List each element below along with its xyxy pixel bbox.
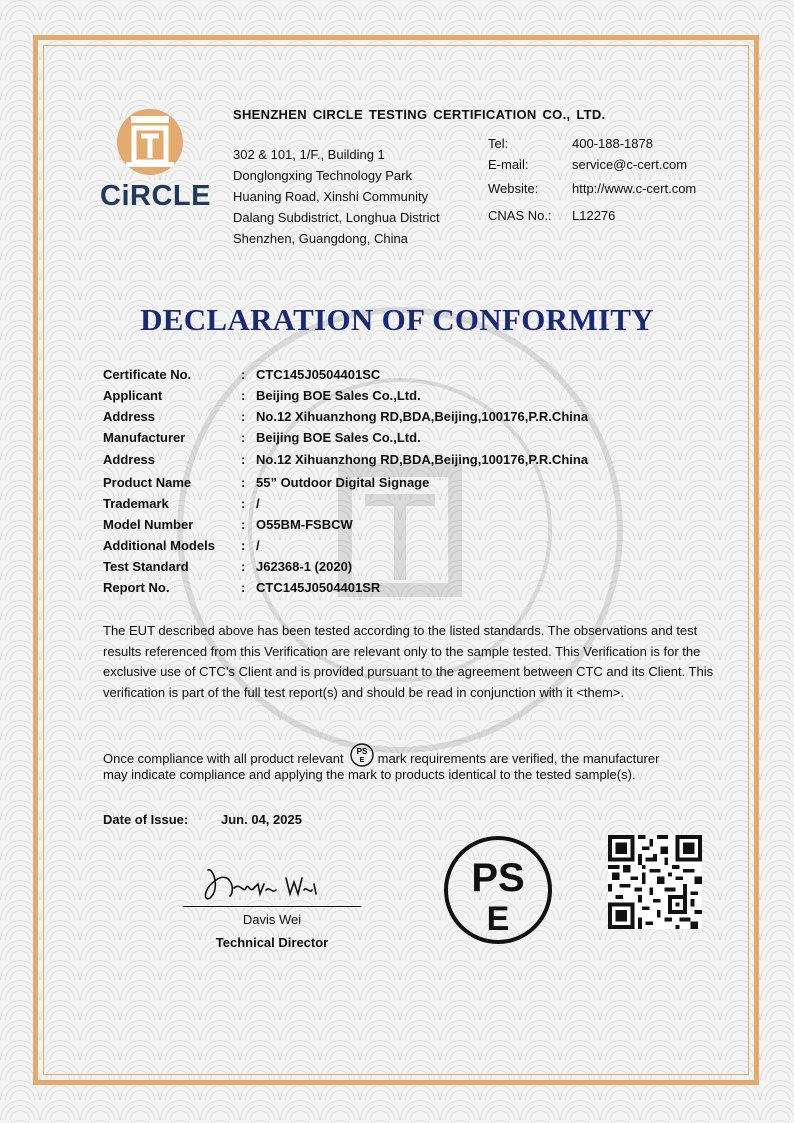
field-value: O55BM-FSBCW <box>256 517 353 532</box>
field-colon: : <box>241 409 246 424</box>
svg-text:E: E <box>359 757 364 764</box>
brand-wordmark: CiRCLE <box>100 180 211 212</box>
compliance-line-2: may indicate compliance and applying the mark to products identical to the tested sample(s). <box>103 767 636 782</box>
field-label: Address <box>103 452 156 467</box>
company-name: SHENZHEN CIRCLE TESTING CERTIFICATION CO., LTD. <box>233 107 606 122</box>
pse-mark-large-icon <box>443 835 553 945</box>
field-label: Address <box>103 409 156 424</box>
contact-email-value: service@c-cert.com <box>572 157 688 172</box>
field-colon: : <box>241 559 246 574</box>
contact-website-value: http://www.c-cert.com <box>572 181 697 196</box>
field-value: CTC145J0504401SC <box>256 367 381 382</box>
field-colon: : <box>241 496 246 511</box>
circle-logo-icon <box>116 106 184 178</box>
contact-tel-value: 400-188-1878 <box>572 136 653 151</box>
pse-mark-bottom-text: E <box>486 900 510 938</box>
svg-text:PS: PS <box>356 747 367 756</box>
field-colon: : <box>241 452 246 467</box>
contact-website-label: Website: <box>488 181 539 196</box>
field-value: CTC145J0504401SR <box>256 580 381 595</box>
field-label: Trademark <box>103 496 169 511</box>
address-line: Dalang Subdistrict, Longhua District <box>233 210 440 225</box>
field-label: Certificate No. <box>103 367 192 382</box>
signatory-title: Technical Director <box>215 935 329 950</box>
field-colon: : <box>241 538 246 553</box>
field-label: Test Standard <box>103 559 189 574</box>
compliance-line-1 <box>103 743 727 767</box>
field-label: Model Number <box>103 517 194 532</box>
field-value: Beijing BOE Sales Co.,Ltd. <box>256 388 421 403</box>
verification-paragraph: The EUT described above has been tested according to the listed standards. The observations and test results referenced from this Verification are relevant only to the sample tested. This Verification is for the exclusive use of CTC’s Client and is provided pursuant to the agreement between CTC and its Client. This verification is part of the full test report(s) and should be read in conjunction with it <them>. <box>103 623 714 700</box>
pse-mark-top-text: PS <box>471 856 525 900</box>
handwritten-signature <box>200 860 320 905</box>
qr-code[interactable] <box>608 835 702 929</box>
field-colon: : <box>241 430 246 445</box>
address-line: Shenzhen, Guangdong, China <box>233 231 408 246</box>
field-value: J62368-1 (2020) <box>256 559 353 574</box>
field-label: Applicant <box>103 388 163 403</box>
contact-cnas-label: CNAS No.: <box>488 208 552 223</box>
address-line: 302 & 101, 1/F., Building 1 <box>233 147 385 162</box>
field-label: Product Name <box>103 475 192 490</box>
signatory-name: Davis Wei <box>242 912 302 927</box>
field-value: No.12 Xihuanzhong RD,BDA,Beijing,100176,P.R.China <box>256 409 589 424</box>
compliance-text-after: mark requirements are verified, the manufacturer <box>377 751 660 766</box>
document-title: DECLARATION OF CONFORMITY <box>140 302 654 337</box>
issue-date-label: Date of Issue: <box>103 812 189 827</box>
field-value: 55” Outdoor Digital Signage <box>256 475 430 490</box>
field-colon: : <box>241 475 246 490</box>
pse-mark-icon <box>350 743 374 767</box>
field-value: Beijing BOE Sales Co.,Ltd. <box>256 430 421 445</box>
field-label: Report No. <box>103 580 170 595</box>
field-colon: : <box>241 517 246 532</box>
field-value: / <box>256 538 260 553</box>
field-label: Manufacturer <box>103 430 186 445</box>
field-colon: : <box>241 580 246 595</box>
field-value: No.12 Xihuanzhong RD,BDA,Beijing,100176,P.R.China <box>256 452 589 467</box>
address-line: Donglongxing Technology Park <box>233 168 412 183</box>
compliance-text-before: Once compliance with all product relevant <box>103 751 344 766</box>
signature-line <box>183 906 361 907</box>
contact-email-label: E-mail: <box>488 157 529 172</box>
field-value: / <box>256 496 260 511</box>
field-label: Additional Models <box>103 538 215 553</box>
field-colon: : <box>241 388 246 403</box>
issue-date-value: Jun. 04, 2025 <box>221 812 302 827</box>
address-line: Huaning Road, Xinshi Community <box>233 189 429 204</box>
contact-cnas-value: L12276 <box>572 208 616 223</box>
contact-tel-label: Tel: <box>488 136 509 151</box>
field-colon: : <box>241 367 246 382</box>
